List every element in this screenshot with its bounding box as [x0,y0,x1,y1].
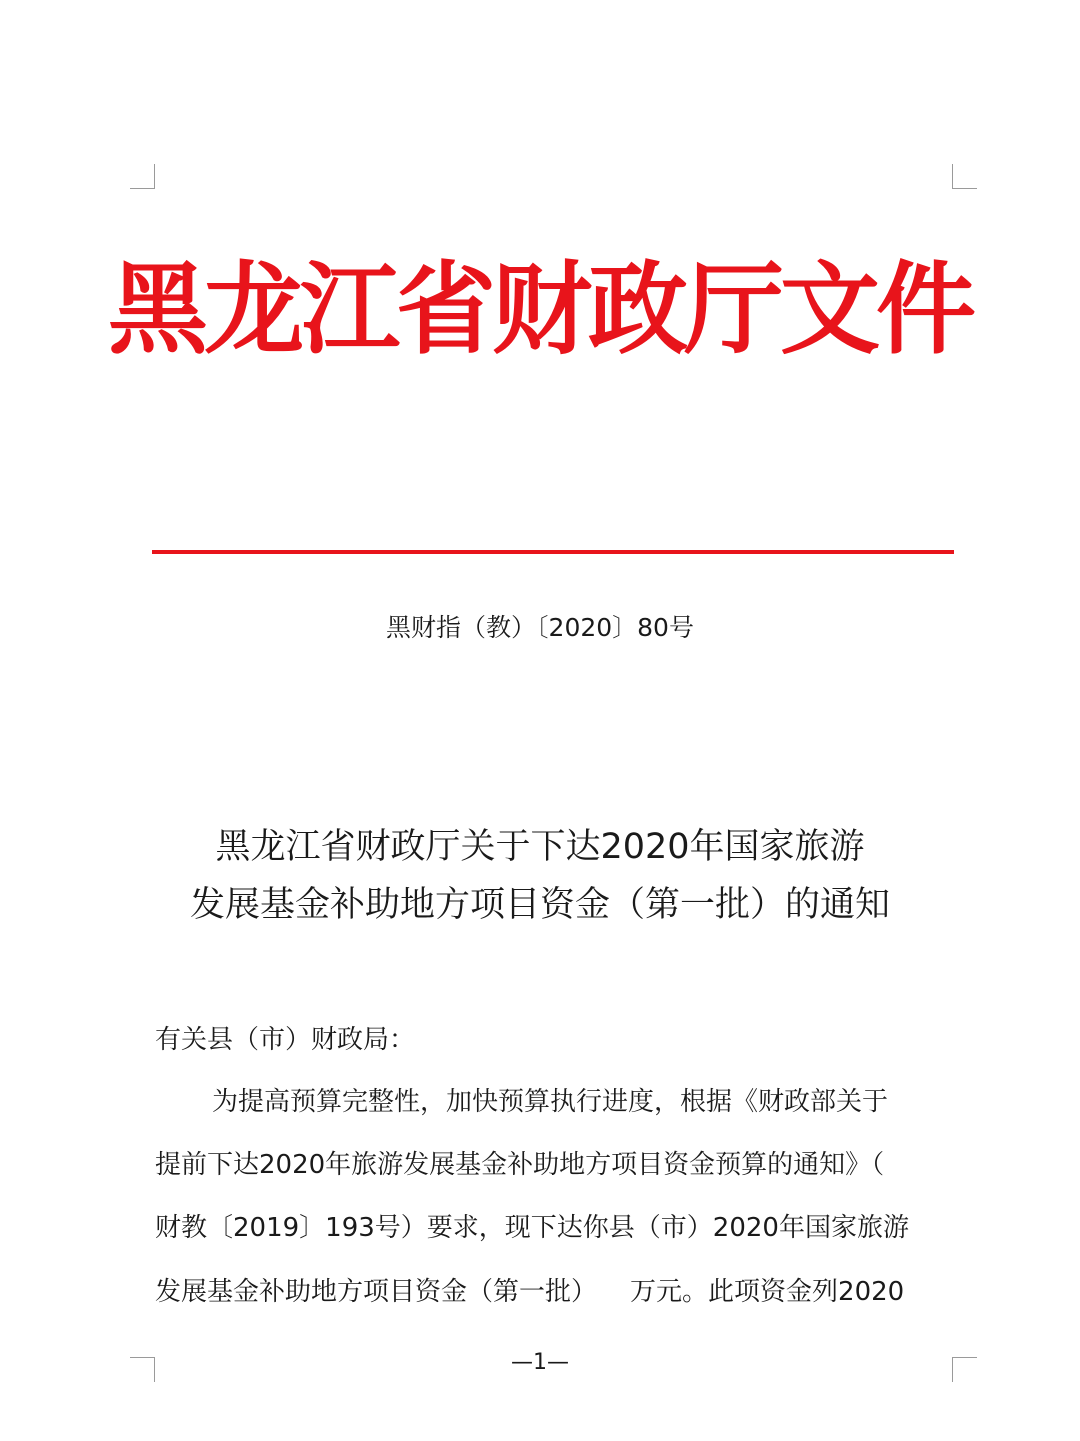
document-title-line-2: 发展基金补助地方项目资金（第一批）的通知 [189,885,890,925]
document-number: 黑财指（教）〔2020〕80号 [386,613,694,642]
body-line-3: 财教〔2019〕193号）要求，现下达你县（市）2020年国家旅游 [155,1213,909,1243]
body-line-2: 提前下达2020年旅游发展基金补助地方项目资金预算的通知》（ [155,1150,885,1180]
crop-mark-top-left [130,164,155,189]
document-title-line-1: 黑龙江省财政厅关于下达2020年国家旅游 [215,827,865,867]
page-number: —1— [511,1350,569,1375]
document-masthead: 黑龙江省财政厅文件 [108,250,972,368]
body-line-1: 为提高预算完整性，加快预算执行进度，根据《财政部关于 [212,1087,889,1117]
crop-mark-top-right [952,164,977,189]
salutation: 有关县（市）财政局： [155,1025,416,1055]
body-line-4: 发展基金补助地方项目资金（第一批） 万元。此项资金列2020 [155,1277,905,1307]
masthead-red-rule [152,550,954,554]
